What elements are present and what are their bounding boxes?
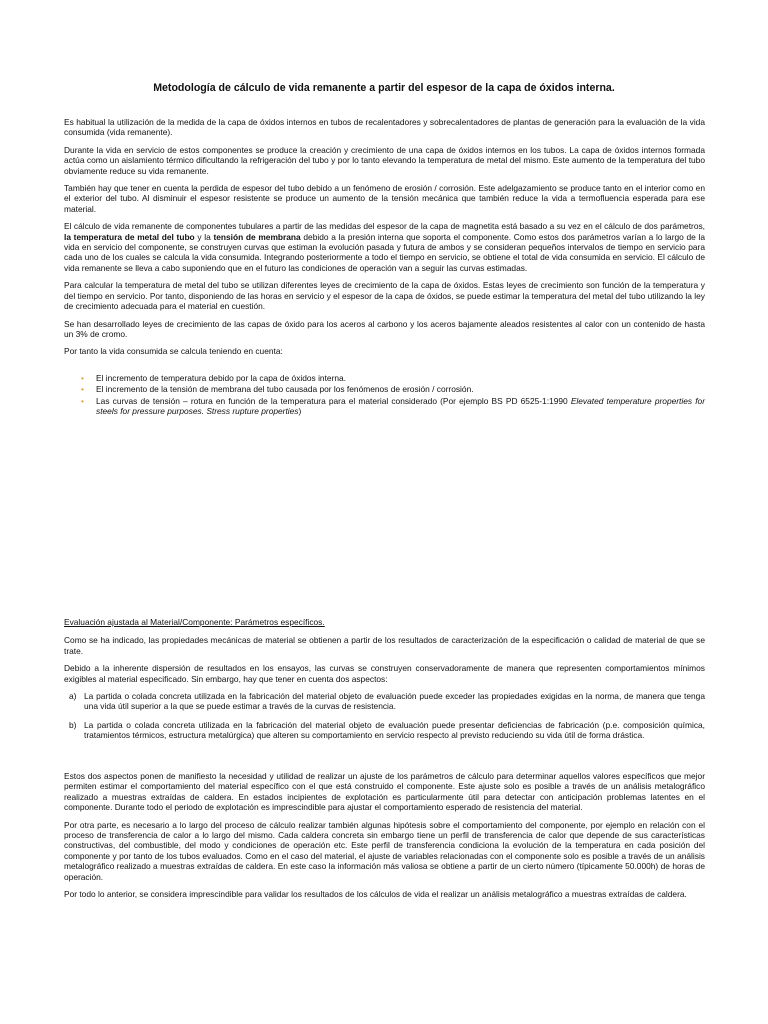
section-2-continued [64, 771, 705, 906]
standard-title: Elevated temperature properties for steels for pressure purposes. Stress rupture properties [96, 395, 705, 416]
bold-metal-temperature: la temperatura de metal del tubo [64, 231, 195, 242]
list-item: • El incremento de la tensión de membrana del tubo causada por los fenómenos de erosión / corrosión. [96, 384, 705, 394]
list-item: b) La partida o colada concreta utilizada en la fabricación del material objeto de evaluación puede presentar deficiencias de fabricación (p.e. composición química, tratamientos térmicos, estructura metalúrgica) que alteren su comportamiento en servicio respecto al previsto reduciendo su vida útil de forma drástica. [69, 719, 705, 741]
paragraph-mechanical-properties: Como se ha indicado, las propiedades mecánicas de material se obtienen a partir de los resultados de caracterización de la especificación o calidad de material de que se trate. [64, 635, 705, 656]
list-item: a) La partida o colada concreta utilizada en la fabricación del material objeto de evaluación puede exceder las propiedades exigidas en la norma, de manera que tenga una vida útil superior a la que se puede estimar a través de la curvas de resistencia. [69, 691, 705, 712]
section-heading: Evaluación ajustada al Material/Componente: Parámetros específicos. [64, 617, 325, 627]
paragraph-list-intro: Por tanto la vida consumida se calcula teniendo en cuenta: [64, 346, 283, 357]
paragraph-hypotheses: Por otra parte, es necesario a lo largo del proceso de cálculo realizar también algunas hipótesis sobre el comportamiento del componente, por ejemplo en relación con el proceso de transferencia de calor a lo largo del mismo. Cada caldera concreta sin embargo tiene un perfil de transferencia de calor que depende de sus características constructivas, del combustible, del modo y condiciones de operación etc. Este perfil de transferencia condiciona la evolución de la temperatura en cada posición del componente y por tanto de los tubos evaluados. Como en el caso del material, el ajuste de variables relacionadas con el componente solo es posible a través de un análisis metalográfico realizado a muestras extraídas de caldera. En este caso la información más valiosa se obtiene a partir de un cierto número (típicamente 50.000h) de horas de operación. [64, 819, 705, 882]
aspects-list [64, 691, 705, 741]
paragraph-dispersion: Debido a la inherente dispersión de resultados en los ensayos, las curvas se construyen conservadoramente de manera que representen comportamientos mínimos exigibles al material especificado. Sin embargo, hay que tener en cuenta dos aspectos: [64, 663, 705, 684]
section-1 [64, 117, 705, 417]
paragraph-conclusion: Por todo lo anterior, se considera imprescindible para validar los resultados de los cálculos de vida el realizar un análisis metalográfico a muestras extraídas de caldera. [64, 889, 687, 900]
list-item: • Las curvas de tensión – rotura en función de la temperatura para el material considerado (Por ejemplo BS PD 6525-1:1990 Elevated temperature properties for steels for pressure purposes. Stress rupture properties) [96, 396, 705, 417]
paragraph-steels: Se han desarrollado leyes de crecimiento de las capas de óxido para los aceros al carbono y los aceros bajamente aleados resistentes al calor con un contenido de hasta un 3% de cromo. [64, 318, 705, 339]
section-2 [64, 617, 705, 749]
paragraph-intro: Es habitual la utilización de la medida de la capa de óxidos internos en tubos de recalentadores y sobrecalentadores de plantas de generación para la evaluación de la vida consumida (vida remanente). [64, 117, 705, 138]
bullet-list [64, 373, 705, 417]
paragraph-oxide-layer: Durante la vida en servicio de estos componentes se produce la creación y crecimiento de una capa de óxidos internos en los tubos. La capa de óxidos internos formada actúa como un aislamiento térmico dificultando la refrigeración del tubo y por lo tanto elevando la temperatura de metal del mismo. Este aumento de la temperatura del tubo obviamente reduce su vida remanente. [64, 144, 705, 176]
paragraph-calculation-method: El cálculo de vida remanente de componentes tubulares a partir de las medidas del espesor de la capa de magnetita está basado a su vez en el cálculo de dos parámetros, la temperatura de metal del tubo y la tensión de membrana debido a la presión interna que soporta el componente. Como estos dos parámetros varían a lo largo de la vida en servicio del componente, se construyen curvas que estiman la evolución pasada y futura de ambos y se consideran pequeños intervalos de tiempo en servicio para cada uno de los cuales se calcula la vida consumida. Integrando posteriormente a todo el tiempo en servicio, se obtiene el total de vida consumida en servicio. El cálculo de vida remanente se lleva a cabo suponiendo que en el futuro las condiciones de operación van a seguir las curvas estimadas. [64, 221, 706, 273]
paragraph-thickness-loss: También hay que tener en cuenta la perdida de espesor del tubo debido a un fenómeno de erosión / corrosión. Este adelgazamiento se produce tanto en el interior como en el exterior del tubo. Al disminuir el espesor resistente se produce un aumento de la tensión mecánica que también reduce la vida a termofluencia esperada para ese material. [64, 183, 705, 214]
bold-membrane-stress: tensión de membrana [213, 231, 301, 242]
paragraph-adjustment: Estos dos aspectos ponen de manifiesto la necesidad y utilidad de realizar un ajuste de los parámetros de cálculo para determinar aquellos valores específicos que mejor permiten estimar el comportamiento del material específico con el que está construido el componente. Este ajuste solo es posible a través de un análisis metalográfico realizado a muestras extraídas de caldera. En estados incipientes de explotación es particularmente útil para detectar con anticipación problemas latentes en el componente. Durante todo el periodo de explotación es imprescindible para ajustar el comportamiento esperado de resistencia del material. [64, 771, 705, 813]
paragraph-growth-laws: Para calcular la temperatura de metal del tubo se utilizan diferentes leyes de crecimiento de la capa de óxidos. Estas leyes de crecimiento son función de la temperatura y del tiempo en servicio. Por tanto, disponiendo de las horas en servicio y el espesor de la capa de óxidos, se puede estimar la temperatura del metal del tubo utilizando la ley de crecimiento adecuada para el material en cuestión. [64, 280, 705, 312]
list-item: • El incremento de temperatura debido por la capa de óxidos interna. [96, 373, 705, 383]
document-title: Metodología de cálculo de vida remanente a partir del espesor de la capa de óxidos interna. [153, 82, 615, 94]
